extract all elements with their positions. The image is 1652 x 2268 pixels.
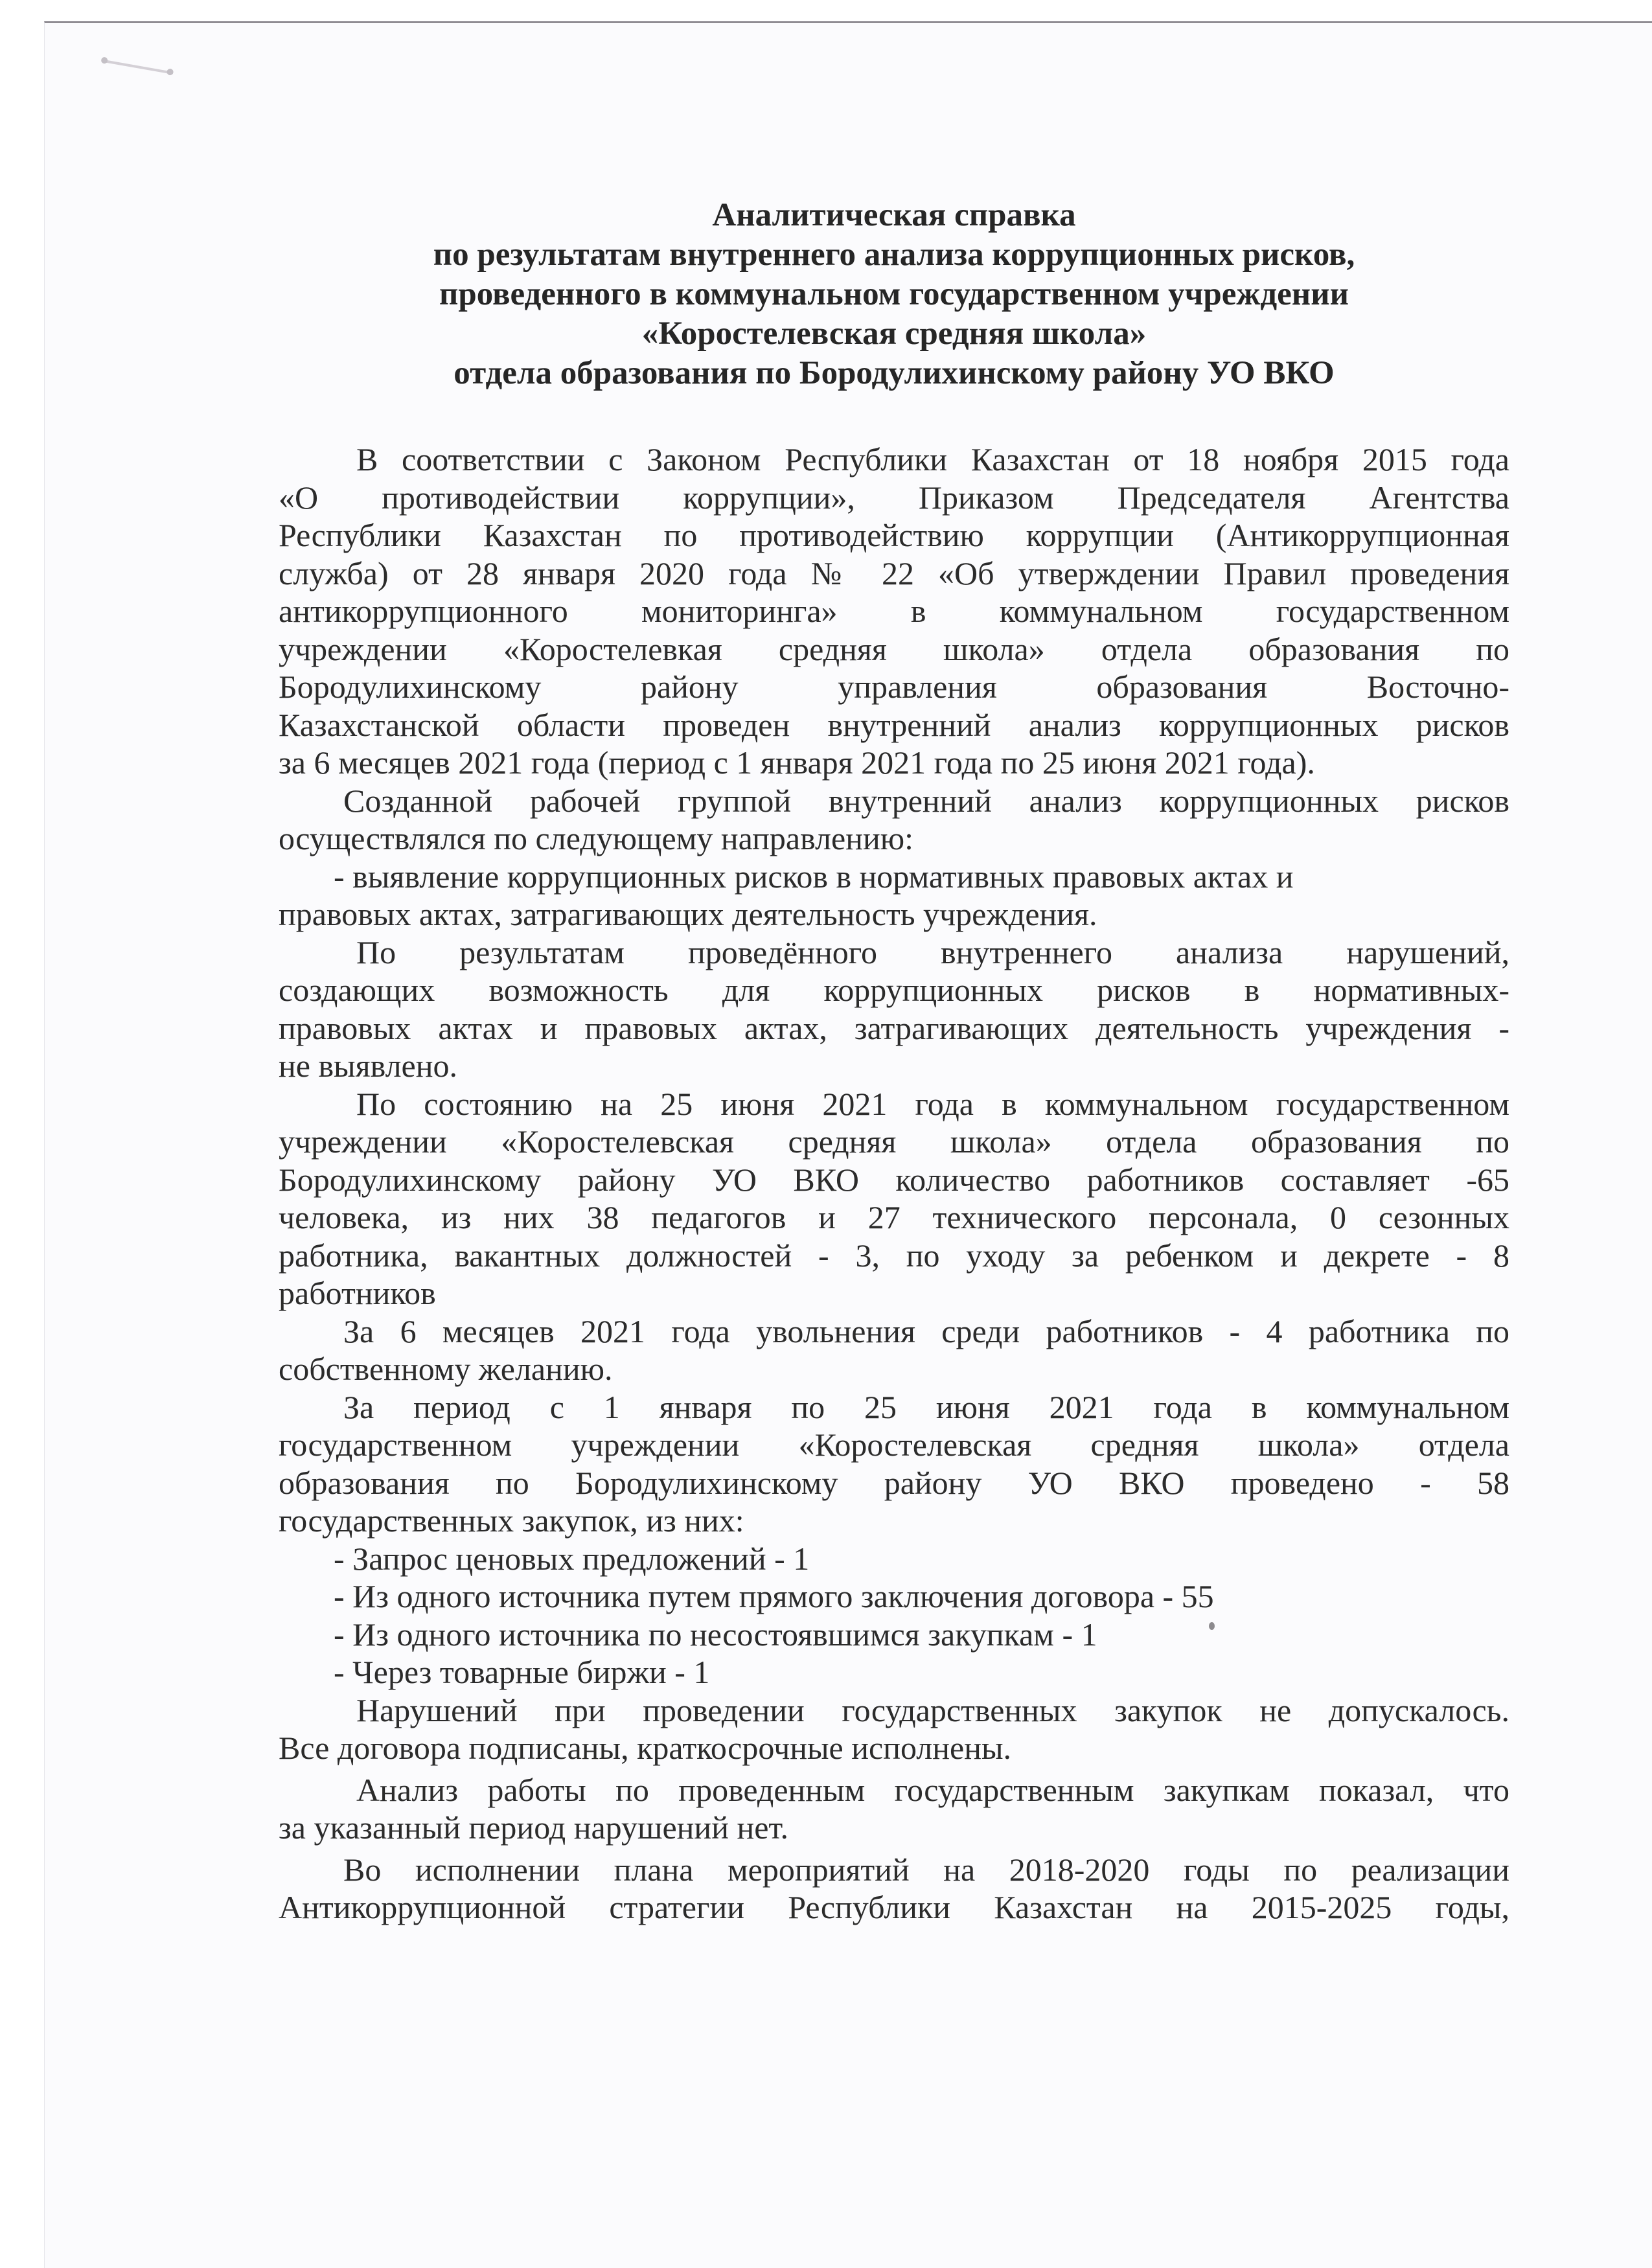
list-item: - Через товарные биржи - 1 (334, 1654, 710, 1690)
text-line: за 6 месяцев 2021 года (период с 1 января 2021 года по 25 июня 2021 года). (279, 744, 1315, 781)
paragraph-direction (279, 858, 1509, 934)
text-line: образования по Бородулихинскому району УО ВКО проведено - 58 (279, 1464, 1509, 1501)
list-item: - Из одного источника путем прямого заключения договора - 55 (334, 1578, 1214, 1614)
text-line: Во исполнении плана мероприятий на 2018-2020 годы по реализации (343, 1851, 1509, 1888)
text-line: осуществлялся по следующему направлению: (279, 820, 913, 856)
text-line: работника, вакантных должностей - 3, по уходу за ребенком и декрете - 8 (279, 1237, 1509, 1274)
text-line: Нарушений при проведении государственных закупок не допускалось. (356, 1691, 1509, 1728)
text-line: правовых актах, затрагивающих деятельность учреждения. (279, 896, 1097, 932)
title-line: отдела образования по Бородулихинскому району УО ВКО (453, 355, 1335, 391)
text-line: Казахстанской области проведен внутренний анализ коррупционных рисков (279, 706, 1509, 743)
text-line: учреждении «Коростелевская средняя школа» отдела образования по (279, 1123, 1509, 1160)
paragraph-working-group (279, 782, 1509, 858)
paragraph-strategy (279, 1851, 1509, 1927)
procurement-list (279, 1540, 1509, 1691)
text-line: работников (279, 1275, 436, 1311)
text-line: По результатам проведённого внутреннего анализа нарушений, (356, 934, 1509, 970)
text-line: Антикоррупционной стратегии Республики Казахстан на 2015-2025 годы, (279, 1889, 1509, 1925)
text-line: Бородулихинскому району управления образования Восточно- (279, 669, 1509, 705)
text-line: не выявлено. (279, 1048, 458, 1084)
text-line: Республики Казахстан по противодействию коррупции (Антикоррупционная (279, 517, 1509, 553)
text-line: человека, из них 38 педагогов и 27 технического персонала, 0 сезонных (279, 1199, 1509, 1235)
title-line: проведенного в коммунальном государственном учреждении (439, 276, 1349, 312)
text-line: Анализ работы по проведенным государственным закупкам показал, что (356, 1771, 1509, 1808)
text-line: антикоррупционного мониторинга» в коммунальном государственном (279, 593, 1509, 629)
paragraph-procurement (279, 1388, 1509, 1540)
paragraph-no-violations (279, 1691, 1509, 1767)
list-item: - Из одного источника по несостоявшимся закупкам - 1 (334, 1616, 1097, 1653)
text-line: собственному желанию. (279, 1351, 613, 1387)
text-line: В соответствии с Законом Республики Казахстан от 18 ноября 2015 года (356, 441, 1509, 477)
paragraph-analysis (279, 1771, 1509, 1847)
text-line: государственных закупок, из них: (279, 1502, 744, 1539)
paragraph-results (279, 934, 1509, 1085)
text-line: создающих возможность для коррупционных рисков в нормативных- (279, 972, 1509, 1008)
text-line: учреждении «Коростелевкая средняя школа» отдела образования по (279, 630, 1509, 667)
paragraph-legal-basis (279, 441, 1509, 782)
text-line: За период с 1 января по 25 июня 2021 года в коммунальном (343, 1388, 1509, 1425)
title-line: по результатам внутреннего анализа коррупционных рисков, (433, 236, 1355, 273)
text-line: Все договора подписаны, краткосрочные исполнены. (279, 1730, 1012, 1766)
document-title (279, 196, 1509, 393)
paragraph-dismissals (279, 1312, 1509, 1388)
title-line: Аналитическая справка (712, 197, 1076, 233)
text-line: служба) от 28 января 2020 года № 22 «Об утверждении Правил проведения (279, 555, 1509, 591)
document-body (279, 441, 1509, 1927)
text-line: - выявление коррупционных рисков в нормативных правовых актах и (334, 858, 1294, 895)
text-line: По состоянию на 25 июня 2021 года в коммунальном государственном (356, 1085, 1509, 1122)
text-line: Бородулихинскому району УО ВКО количество работников составляет -65 (279, 1161, 1509, 1198)
text-line: правовых актах и правовых актах, затрагивающих деятельность учреждения - (279, 1009, 1509, 1046)
text-line: государственном учреждении «Коростелевская средняя школа» отдела (279, 1426, 1509, 1463)
list-item: - Запрос ценовых предложений - 1 (334, 1540, 810, 1577)
paragraph-staff (279, 1085, 1509, 1312)
text-line: за указанный период нарушений нет. (279, 1809, 788, 1846)
text-line: Созданной рабочей группой внутренний анализ коррупционных рисков (343, 782, 1509, 819)
text-line: За 6 месяцев 2021 года увольнения среди работников - 4 работника по (343, 1312, 1509, 1349)
ink-speck (1209, 1622, 1215, 1630)
text-line: «О противодействии коррупции», Приказом Председателя Агентства (279, 479, 1509, 516)
title-line: «Коростелевская средняя школа» (641, 315, 1147, 352)
